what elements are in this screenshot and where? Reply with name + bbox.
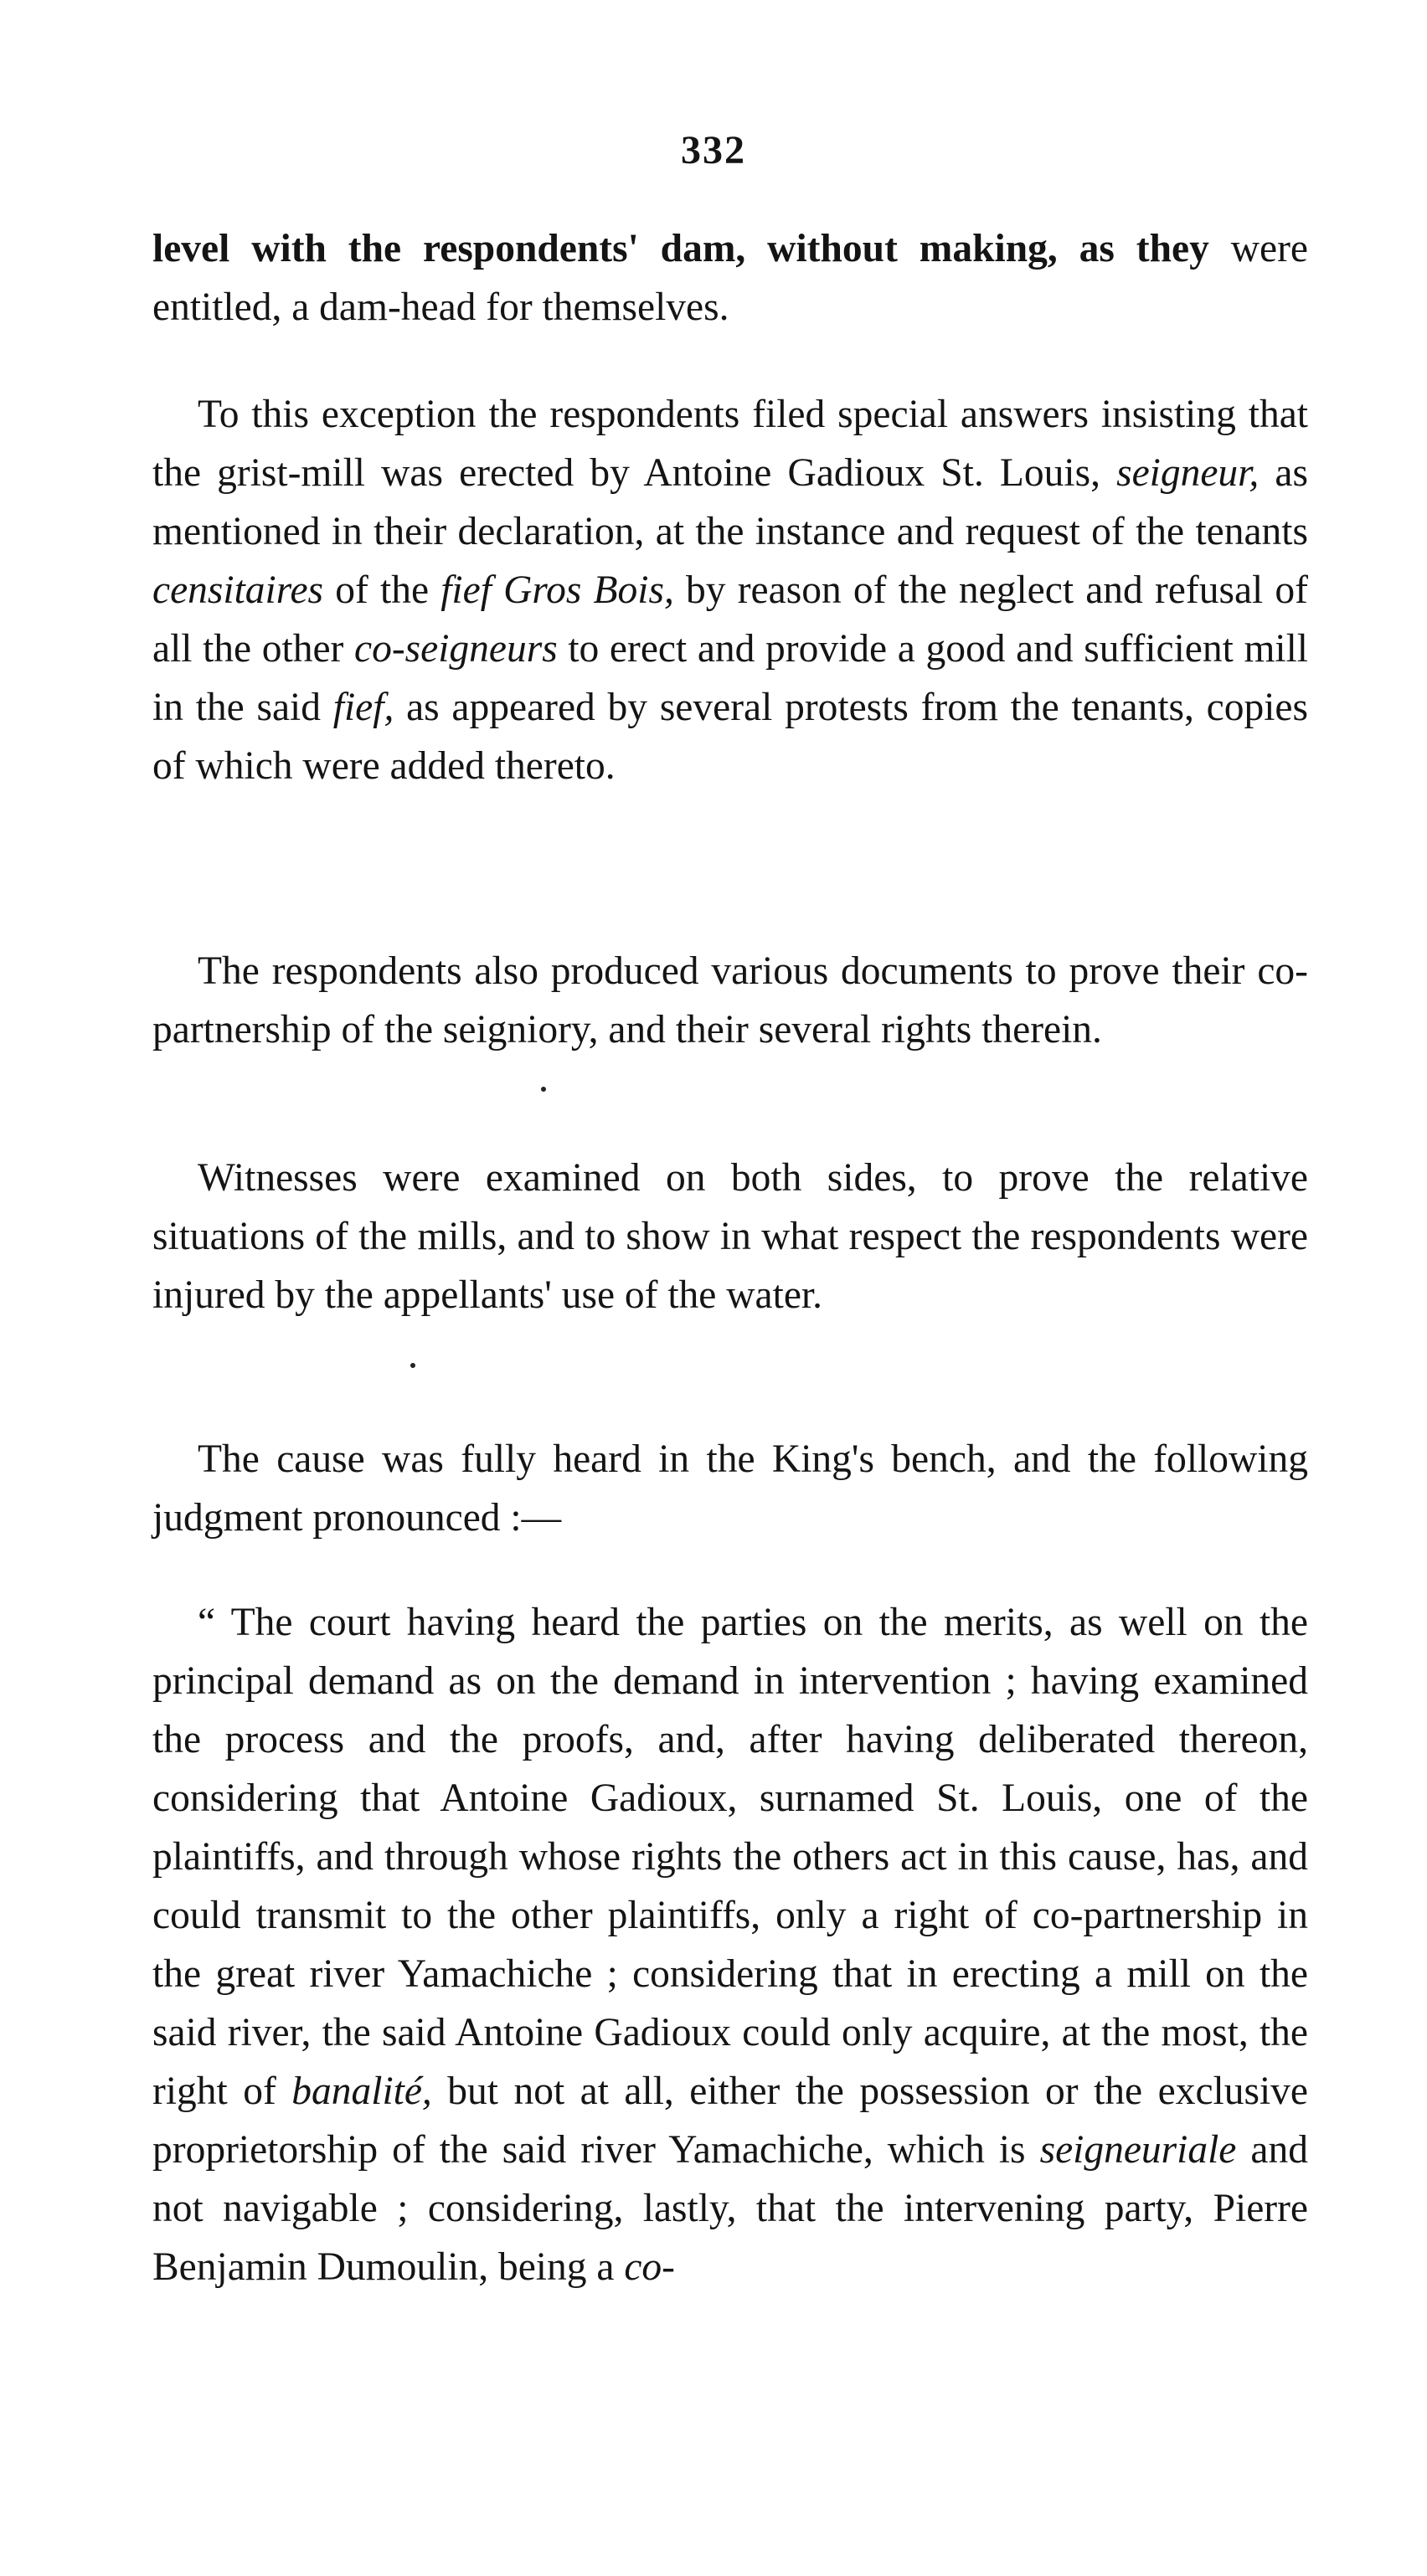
body-text bbox=[152, 942, 1308, 1059]
paragraph-exception-answers bbox=[152, 385, 1308, 795]
italic-run: fief, bbox=[332, 686, 394, 729]
page-number: 332 bbox=[681, 128, 746, 172]
text-run: and not navigable ; considering, lastly, that the intervening party, Pierre Benjamin Dumoulin, being a bbox=[152, 2128, 1308, 2289]
paragraph-cause-heard bbox=[152, 1430, 1308, 1547]
text-run: The cause was fully heard in the King's bench, and the following judgment pronounced :— bbox=[152, 1437, 1308, 1540]
paragraph-judgment-quote bbox=[152, 1593, 1308, 2296]
italic-run: co- bbox=[624, 2245, 675, 2289]
text-run: To this exception the respondents filed special answers insisting that the grist-mill was erected by Antoine Gadioux St. Louis, bbox=[152, 393, 1308, 495]
text-run: by reason of the neglect and refusal of all the other bbox=[152, 568, 1308, 671]
body-text bbox=[152, 385, 1308, 795]
italic-run: seigneur, bbox=[1116, 451, 1260, 495]
text-run: were entitled, a dam-head for themselves. bbox=[152, 227, 1309, 329]
paragraph-witnesses bbox=[152, 1149, 1308, 1324]
paragraph-continuation bbox=[152, 219, 1308, 337]
text-run: to erect and provide a good and sufficient mill in the said bbox=[152, 627, 1308, 729]
text-run: Witnesses were examined on both sides, to prove the relative situations of the mills, and to show in what respect the respondents were injured by the appellants' use of the water. bbox=[152, 1156, 1308, 1317]
paragraph-documents bbox=[152, 942, 1308, 1059]
body-text bbox=[152, 1593, 1308, 2296]
text-run: The respondents also produced various documents to prove their co-partnership of the seigniory, and their several rights therein. bbox=[152, 949, 1308, 1051]
text-run: as appeared by several protests from the tenants, copies of which were added thereto. bbox=[152, 686, 1308, 788]
italic-run: seigneuriale bbox=[1039, 2128, 1237, 2172]
text-run: “ The court having heard the parties on the merits, as well on the principal demand as on the demand in intervention ; having examined the process and the proofs, and, after having deliberated thereon, considering that Antoine Gadioux, surnamed St. Louis, one of the plaintiffs, and through whose rights the others act in this cause, has, and could transmit to the other plaintiffs, only a right of co-partnership in the great river Yamachiche ; considering that in erecting a mill on the said river, the said Antoine Gadioux could only acquire, at the most, the right of bbox=[152, 1601, 1308, 2113]
italic-run: censitaires bbox=[152, 568, 324, 612]
print-speck bbox=[410, 1363, 415, 1368]
print-speck bbox=[541, 1087, 546, 1092]
text-run: as mentioned in their declaration, at the instance and request of the tenants bbox=[152, 451, 1308, 553]
body-text bbox=[152, 1430, 1308, 1547]
body-text bbox=[152, 1149, 1308, 1324]
italic-run: fief Gros Bois, bbox=[440, 568, 674, 612]
bold-line: level with the respondents' dam, without making, as they bbox=[152, 227, 1209, 270]
text-run: of the bbox=[323, 568, 441, 612]
italic-run: banalité, bbox=[291, 2070, 432, 2113]
text-run: but not at all, either the possession or the exclusive proprietorship of the said river Yamachiche, which is bbox=[152, 2070, 1308, 2172]
italic-run: co-seigneurs bbox=[354, 627, 558, 671]
body-text bbox=[152, 219, 1308, 337]
